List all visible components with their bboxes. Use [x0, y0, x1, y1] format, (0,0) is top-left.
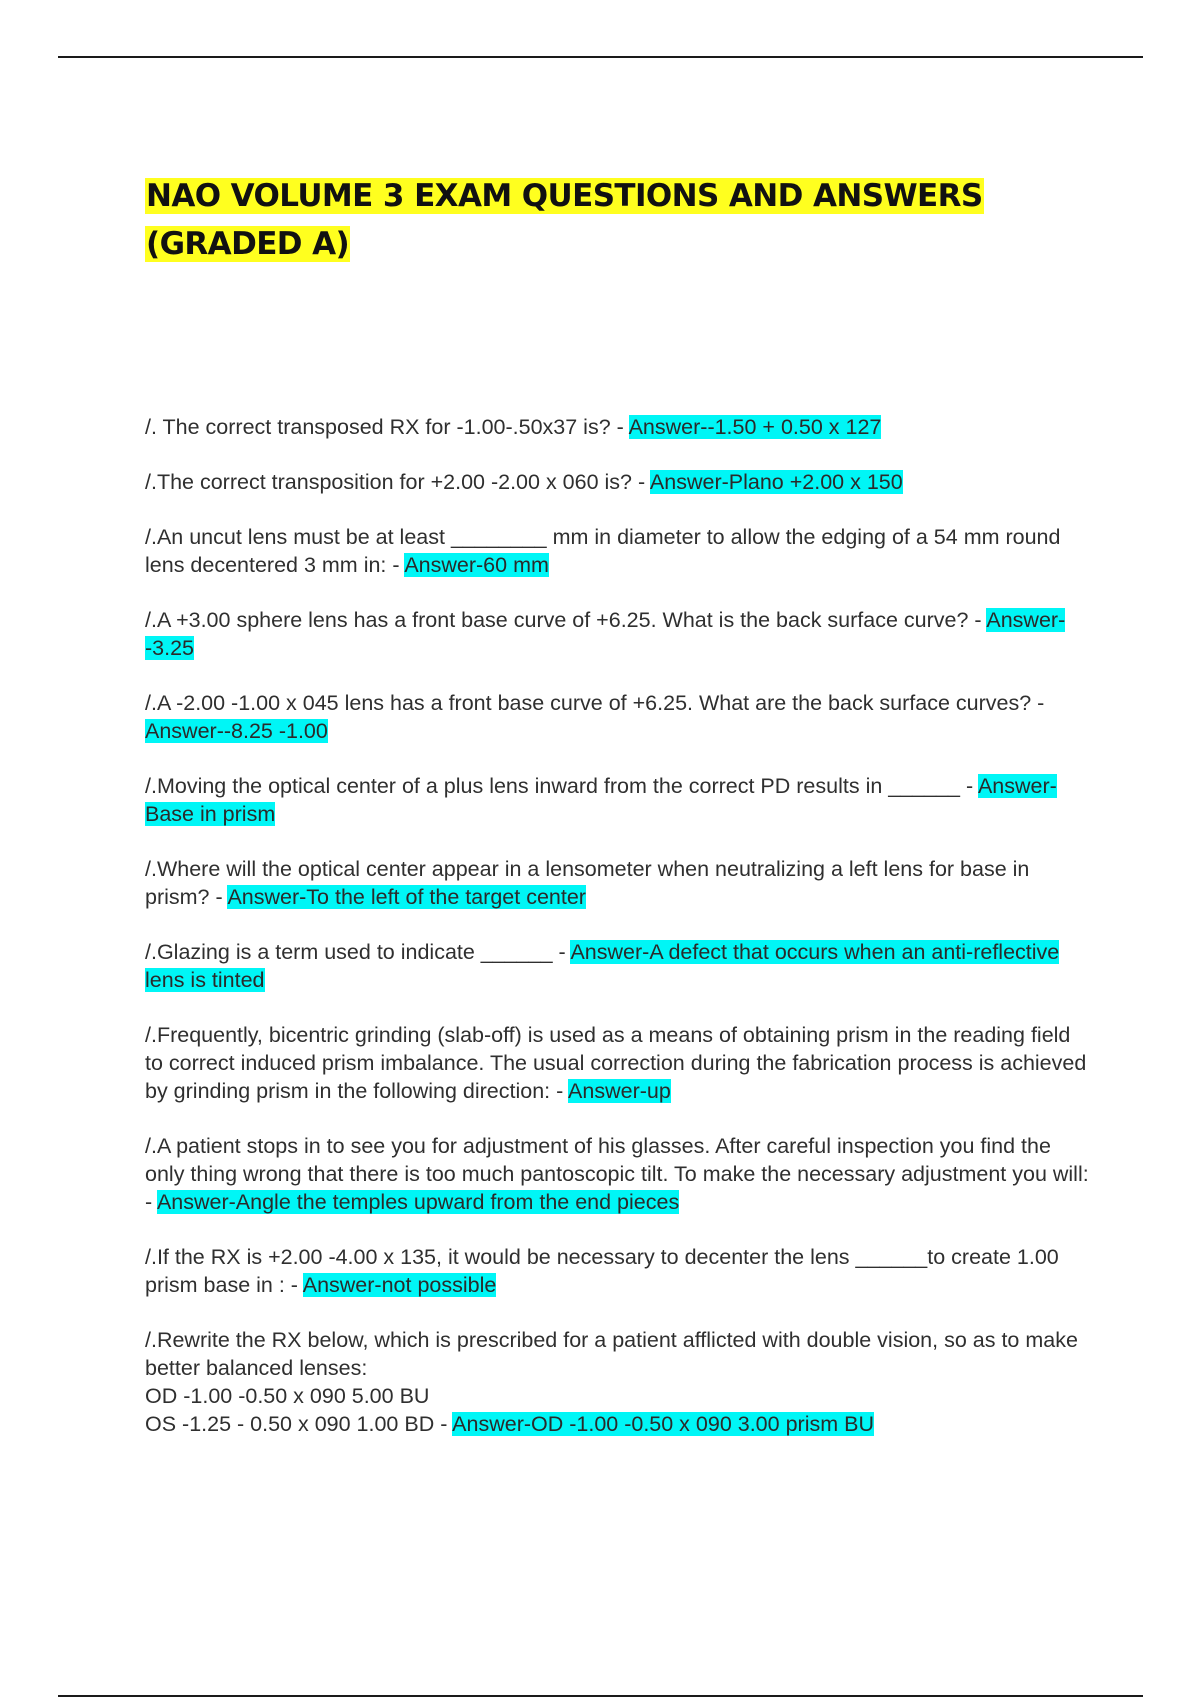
answer-text: Answer-OD -1.00 -0.50 x 090 3.00 prism BU [452, 1412, 874, 1436]
question-text: /.A +3.00 sphere lens has a front base curve of +6.25. What is the back surface curve? - [145, 608, 987, 632]
qa-item [145, 1243, 1090, 1299]
answer-text: Answer-Base in prism [145, 774, 1057, 826]
answer-text: Answer-60 mm [404, 553, 549, 577]
question-text: /.Glazing is a term used to indicate ______ - [145, 940, 571, 964]
qa-item [145, 1021, 1090, 1105]
question-text: /.Frequently, bicentric grinding (slab-off) is used as a means of obtaining prism in the reading field to correct induced prism imbalance. The usual correction during the fabrication process is achieved by grinding prism in the following direction: - [145, 1023, 1087, 1103]
qa-item [145, 938, 1090, 994]
qa-item [145, 1132, 1090, 1216]
question-text: /.A patient stops in to see you for adjustment of his glasses. After careful inspection you find the only thing wrong that there is too much pantoscopic tilt. To make the necessary adjustment you will: - [145, 1134, 1089, 1214]
bottom-rule [58, 1695, 1143, 1697]
question-text: /.The correct transposition for +2.00 -2.00 x 060 is? - [145, 470, 650, 494]
qa-list [145, 413, 1090, 1465]
qa-item [145, 468, 1090, 496]
qa-item [145, 413, 1090, 441]
qa-item [145, 606, 1090, 662]
document-title-text: NAO VOLUME 3 EXAM QUESTIONS AND ANSWERS (GRADED A) [146, 178, 983, 262]
qa-item [145, 772, 1090, 828]
answer-text: Answer-up [568, 1079, 671, 1103]
document-title [145, 172, 1085, 268]
answer-text: Answer-A defect that occurs when an anti-reflective lens is tinted [145, 940, 1060, 992]
qa-item [145, 1326, 1090, 1438]
question-text: /.Moving the optical center of a plus lens inward from the correct PD results in ______ - [145, 774, 978, 798]
answer-text: Answer-Angle the temples upward from the end pieces [156, 1190, 680, 1214]
question-text: /. The correct transposed RX for -1.00-.50x37 is? - [145, 415, 629, 439]
question-text: /.Where will the optical center appear in a lensometer when neutralizing a left lens for base in prism? - [145, 857, 1030, 909]
answer-text: Answer-not possible [302, 1273, 497, 1297]
question-text: /.If the RX is +2.00 -4.00 x 135, it would be necessary to decenter the lens ______to create 1.00 prism base in : - [145, 1245, 1059, 1297]
question-text: /.An uncut lens must be at least ________ mm in diameter to allow the edging of a 54 mm round lens decentered 3 mm in: - [145, 525, 1061, 577]
answer-text: Answer-Plano +2.00 x 150 [649, 470, 903, 494]
answer-text: Answer--1.50 + 0.50 x 127 [628, 415, 882, 439]
answer-text: Answer--3.25 [145, 608, 1066, 660]
answer-text: Answer-To the left of the target center [227, 885, 586, 909]
qa-item [145, 523, 1090, 579]
qa-item [145, 855, 1090, 911]
answer-text: Answer--8.25 -1.00 [145, 719, 328, 743]
qa-item [145, 689, 1090, 745]
question-text: /.Rewrite the RX below, which is prescribed for a patient afflicted with double vision, so as to make better balanced lenses: OD -1.00 -0.50 x 090 5.00 BU OS -1.25 - 0.50 x 090 1.00 BD - [145, 1328, 1078, 1436]
question-text: /.A -2.00 -1.00 x 045 lens has a front base curve of +6.25. What are the back surface curves? - [145, 691, 1045, 715]
top-rule [58, 56, 1143, 58]
